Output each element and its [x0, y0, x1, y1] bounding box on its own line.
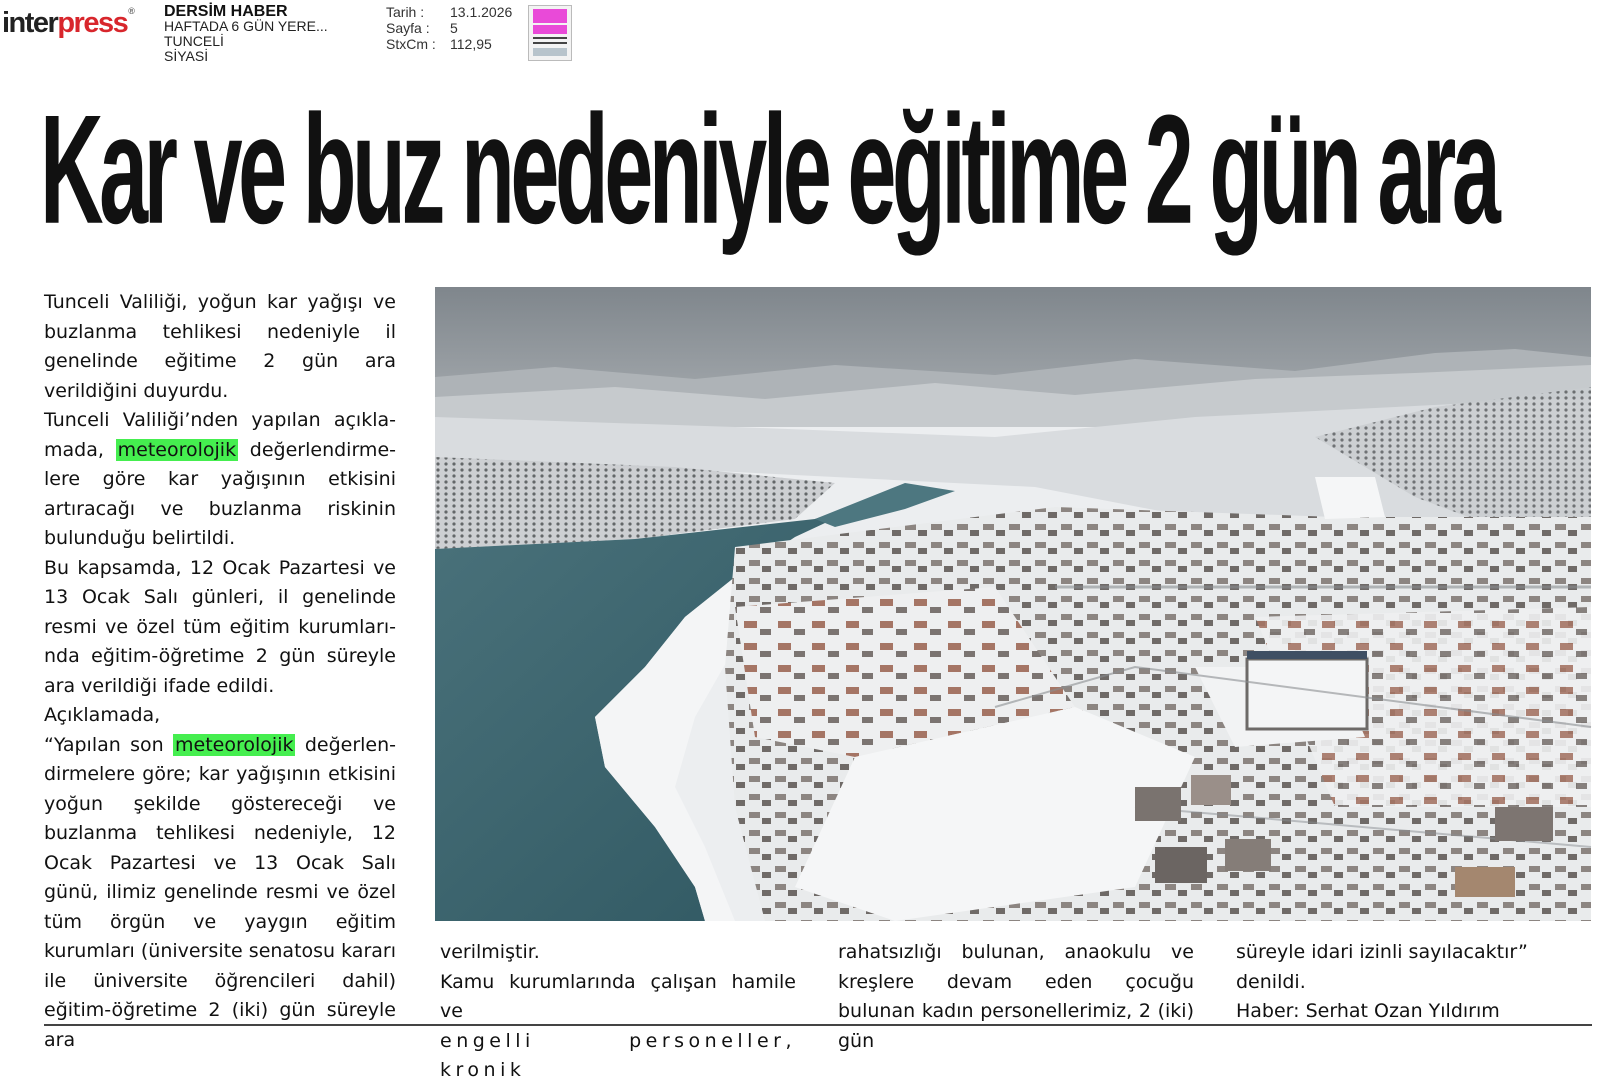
bottom-rule [44, 1024, 1592, 1026]
byline: Haber: Serhat Ozan Yıldırım [1236, 1000, 1500, 1022]
aerial-town-photo [435, 287, 1591, 921]
highlighted-term: meteorolojik [175, 733, 294, 756]
paragraph-4: Açıklamada, [44, 704, 161, 726]
highlighted-term: meteorolojik [117, 438, 237, 461]
col3-text: rahatsızlığı bulunan, anaokulu ve kreşlere devam eden çocuğu bulunan kadın personellerimiz, 2 (iki) gün [838, 941, 1194, 1052]
col2-line-1: verilmiştir. [440, 941, 540, 963]
stxcm-label: StxCm : [386, 36, 436, 52]
paragraph-5: “Yapılan son meteorolojik değerlendirmelere göre; kar yağışının etkisini yoğun şekilde göstereceği ve buzlanma tehlikesi nedeniyle, 12 Ocak Pazartesi ve 13 Ocak Salı günü, ilimiz genelinde resmi ve özel tüm örgün ve yaygın eğitim kurumları (üniversite senatosu kararı ile üniversite öğrencileri dahil) eğitim-öğretime 2 (iki) gün süreyle ara [44, 733, 397, 1051]
article-column-3 [838, 938, 1194, 1052]
source-city: TUNCELİ [164, 33, 224, 49]
col4-line-1: süreyle idari izinli sayılacaktır” [1236, 941, 1528, 963]
date-value: 13.1.2026 [450, 4, 513, 20]
stxcm-value: 112,95 [450, 36, 492, 52]
source-name: DERSİM HABER [164, 3, 288, 20]
article-column-2 [440, 938, 796, 1081]
interpress-logo: interpress® [2, 6, 135, 39]
source-category: SİYASİ [164, 48, 209, 64]
article-column-4 [1236, 938, 1592, 1026]
page-value: 5 [450, 20, 458, 36]
paragraph-2: Tunceli Valiliği’nden yapılan açıklamada, meteorolojik değerlendirmelere göre kar yağışının etkisini artıracağı ve buzlanma riskinin bulunduğu belirtildi. [44, 409, 396, 549]
col4-line-2: denildi. [1236, 970, 1306, 993]
article-column-1 [44, 288, 397, 1051]
date-label: Tarih : [386, 4, 425, 20]
paragraph-1: Tunceli Valiliği, yoğun kar yağışı ve buzlanma tehlikesi nedeniyle il genelinde eğitime 2 gün ara verildiğini duyurdu. [44, 291, 396, 402]
col2-line-2: Kamu kurumlarında çalışan hamile ve [440, 970, 796, 1022]
source-frequency: HAFTADA 6 GÜN YERE... [164, 18, 328, 34]
paragraph-3: Bu kapsamda, 12 Ocak Pazartesi ve 13 Ocak Salı günleri, il genelinde resmi ve özel tüm eğitim kurumlarında eğitim-öğretime 2 gün süreyle ara verildiği ifade edildi. [44, 556, 396, 697]
page-label: Sayfa : [386, 20, 430, 36]
col2-line-3: engelli personeller, kronik [440, 1029, 796, 1081]
headline: Kar ve buz nedeniyle eğitime 2 gün ara [40, 83, 1497, 257]
